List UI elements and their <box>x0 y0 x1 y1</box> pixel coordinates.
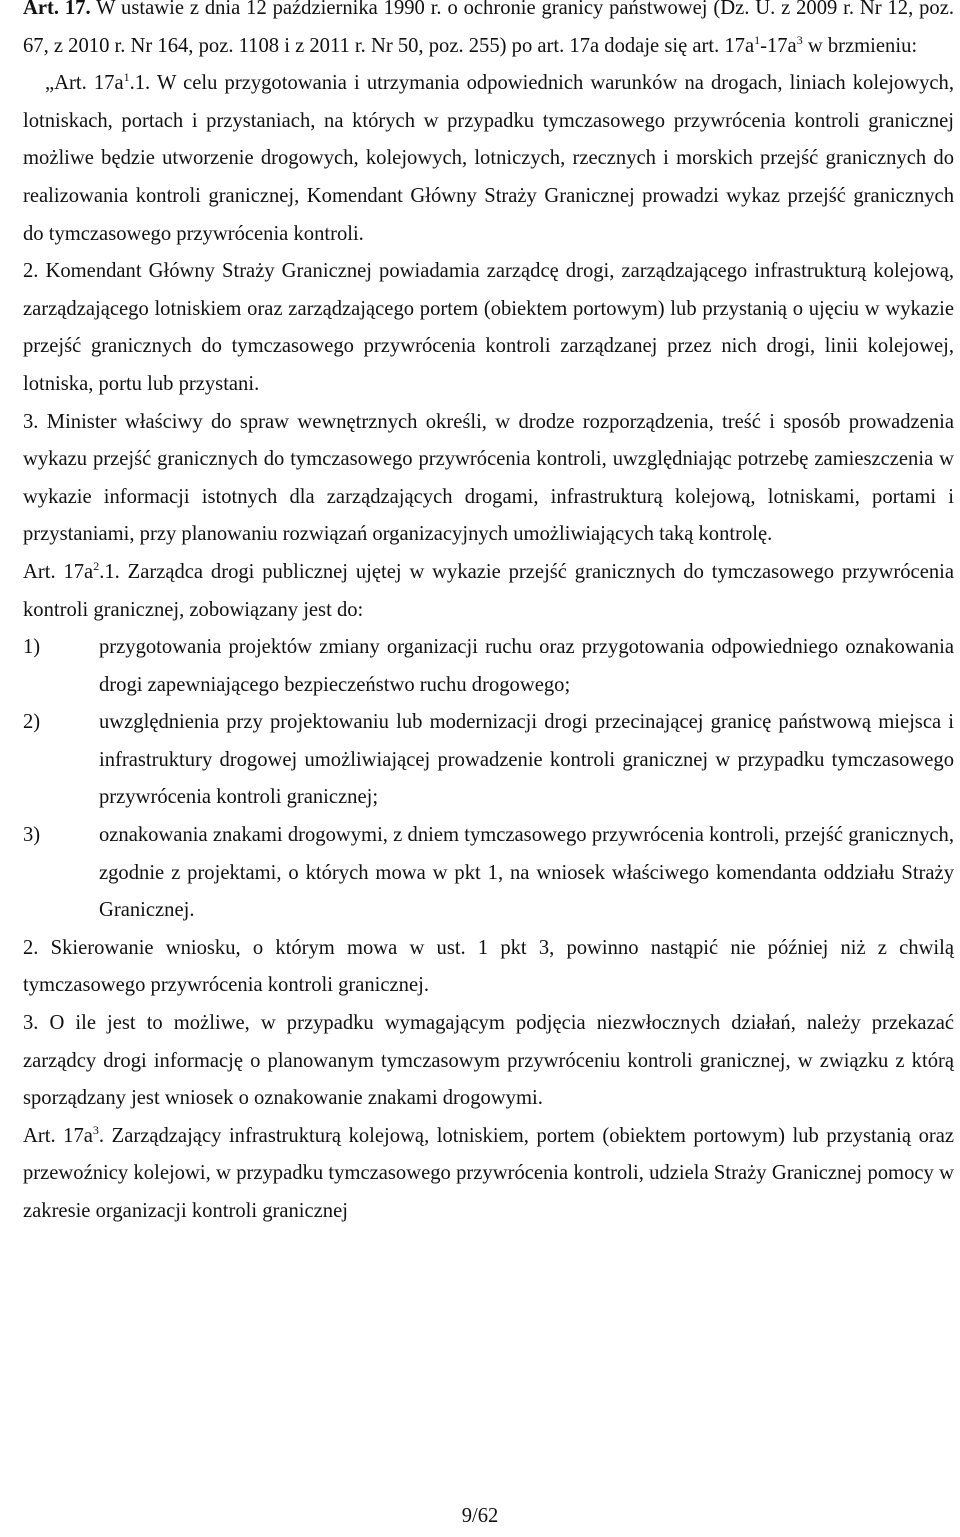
article-17-mid: -17a <box>760 34 797 57</box>
art-17a1-label-pre: „Art. 17a <box>45 72 124 95</box>
art-17a3-label-post: . <box>98 1124 105 1147</box>
art-17a2-text: Zarządca drogi publicznej ujętej w wykazie przejść granicznych do tymczasowego przywrócenia kontroli granicznej, zobowiązany jest do: <box>23 560 955 621</box>
art-17a2-paragraph-2: 2. Skierowanie wniosku, o którym mowa w ust. 1 pkt 3, powinno nastąpić nie później niż z chwilą tymczasowego przywrócenia kontroli granicznej. <box>23 936 954 997</box>
list-item <box>23 629 954 704</box>
art-17a1-paragraph-1 <box>23 65 954 253</box>
art-17a2-label-post: .1. <box>99 560 120 583</box>
list-item <box>23 817 954 930</box>
art-17a1-paragraph-2: 2. Komendant Główny Straży Granicznej powiadamia zarządcę drogi, zarządzającego infrastrukturą kolejową, zarządzającego lotniskiem oraz zarządzającego portem (obiektem portowym) lub przystanią o ujęciu w wykazie przejść granicznych do tymczasowego przywrócenia kontroli zarządzanej przez nich drogi, linii kolejowej, lotniska, portu lub przystani. <box>23 260 954 395</box>
point-number: 2) <box>23 711 41 734</box>
page-number: 9/62 <box>461 1505 499 1527</box>
art-17a2-label-pre: Art. 17a <box>23 560 94 583</box>
art-17a2-points <box>23 629 954 930</box>
article-17-intro <box>23 0 954 65</box>
article-17-sup2: 3 <box>796 32 803 47</box>
art-17a3-paragraph <box>23 1118 954 1231</box>
point-text: uwzględnienia przy projektowaniu lub modernizacji drogi przecinającej granicę państwową miejsca i infrastruktury drogowej umożliwiającej prowadzenie kontroli granicznej w przypadku tymczasowego przywrócenia kontroli granicznej; <box>99 711 954 809</box>
point-text: przygotowania projektów zmiany organizacji ruchu oraz przygotowania odpowiedniego oznakowania drogi zapewniającego bezpieczeństwo ruchu drogowego; <box>99 636 954 696</box>
art-17a2-label-sup: 2 <box>93 559 100 574</box>
art-17a2-paragraph-3: 3. O ile jest to możliwe, w przypadku wymagającym podjęcia niezwłocznych działań, należy przekazać zarządcy drogi informację o planowanym tymczasowym przywróceniu kontroli granicznej, w związku z którą sporządzany jest wniosek o oznakowanie znakami drogowymi. <box>23 1012 954 1110</box>
art-17a1-paragraph-3: 3. Minister właściwy do spraw wewnętrznych określi, w drodze rozporządzenia, treść i sposób prowadzenia wykazu przejść granicznych do tymczasowego przywrócenia kontroli, uwzględniając potrzebę zamieszczenia w wykazie informacji istotnych dla zarządzających drogami, infrastrukturą kolejową, lotniskami, portami i przystaniami, przy planowaniu rozwiązań organizacyjnych umożliwiających taką kontrolę. <box>23 410 954 546</box>
art-17a1-text: W celu przygotowania i utrzymania odpowiednich warunków na drogach, liniach kolejowych, lotniskach, portach i przystaniach, na których w przypadku tymczasowego przywrócenia kontroli granicznej możliwe będzie utworzenie drogowych, kolejowych, lotniczych, rzecznych i morskich przejść granicznych do realizowania kontroli granicznej, Komendant Główny Straży Granicznej prowadzi wykaz przejść granicznych do tymczasowego przywrócenia kontroli. <box>23 72 954 245</box>
art-17a2-paragraph-1 <box>23 554 954 629</box>
point-number: 3) <box>23 824 41 847</box>
article-17-text: W ustawie z dnia 12 października 1990 r. o ochronie granicy państwowej (Dz. U. z 2009 r. Nr 12, poz. 67, z 2010 r. Nr 164, poz. 1108 i z 2011 r. Nr 50, poz. 255) po art. 17a dodaje się art. 17a <box>23 0 954 57</box>
art-17a1-label-post: .1. <box>129 72 151 95</box>
art-17a1-label-sup: 1 <box>123 70 130 85</box>
article-17-tail: w brzmieniu: <box>802 34 918 57</box>
art-17a3-label-sup: 3 <box>92 1122 99 1137</box>
article-17-sup1: 1 <box>754 32 761 47</box>
point-number: 1) <box>23 636 41 659</box>
art-17a3-label-pre: Art. 17a <box>23 1124 93 1147</box>
art-17a3-text: Zarządzający infrastrukturą kolejową, lotniskiem, portem (obiektem portowym) lub przystanią oraz przewoźnicy kolejowi, w przypadku tymczasowego przywrócenia kontroli, udziela Straży Granicznej pomocy w zakresie organizacji kontroli granicznej <box>23 1124 955 1222</box>
point-text: oznakowania znakami drogowymi, z dniem tymczasowego przywrócenia kontroli, przejść granicznych, zgodnie z projektami, o których mowa w pkt 1, na wniosek właściwego komendanta oddziału Straży Granicznej. <box>99 824 954 922</box>
list-item <box>23 704 954 817</box>
article-17-label: Art. 17. <box>23 0 91 19</box>
